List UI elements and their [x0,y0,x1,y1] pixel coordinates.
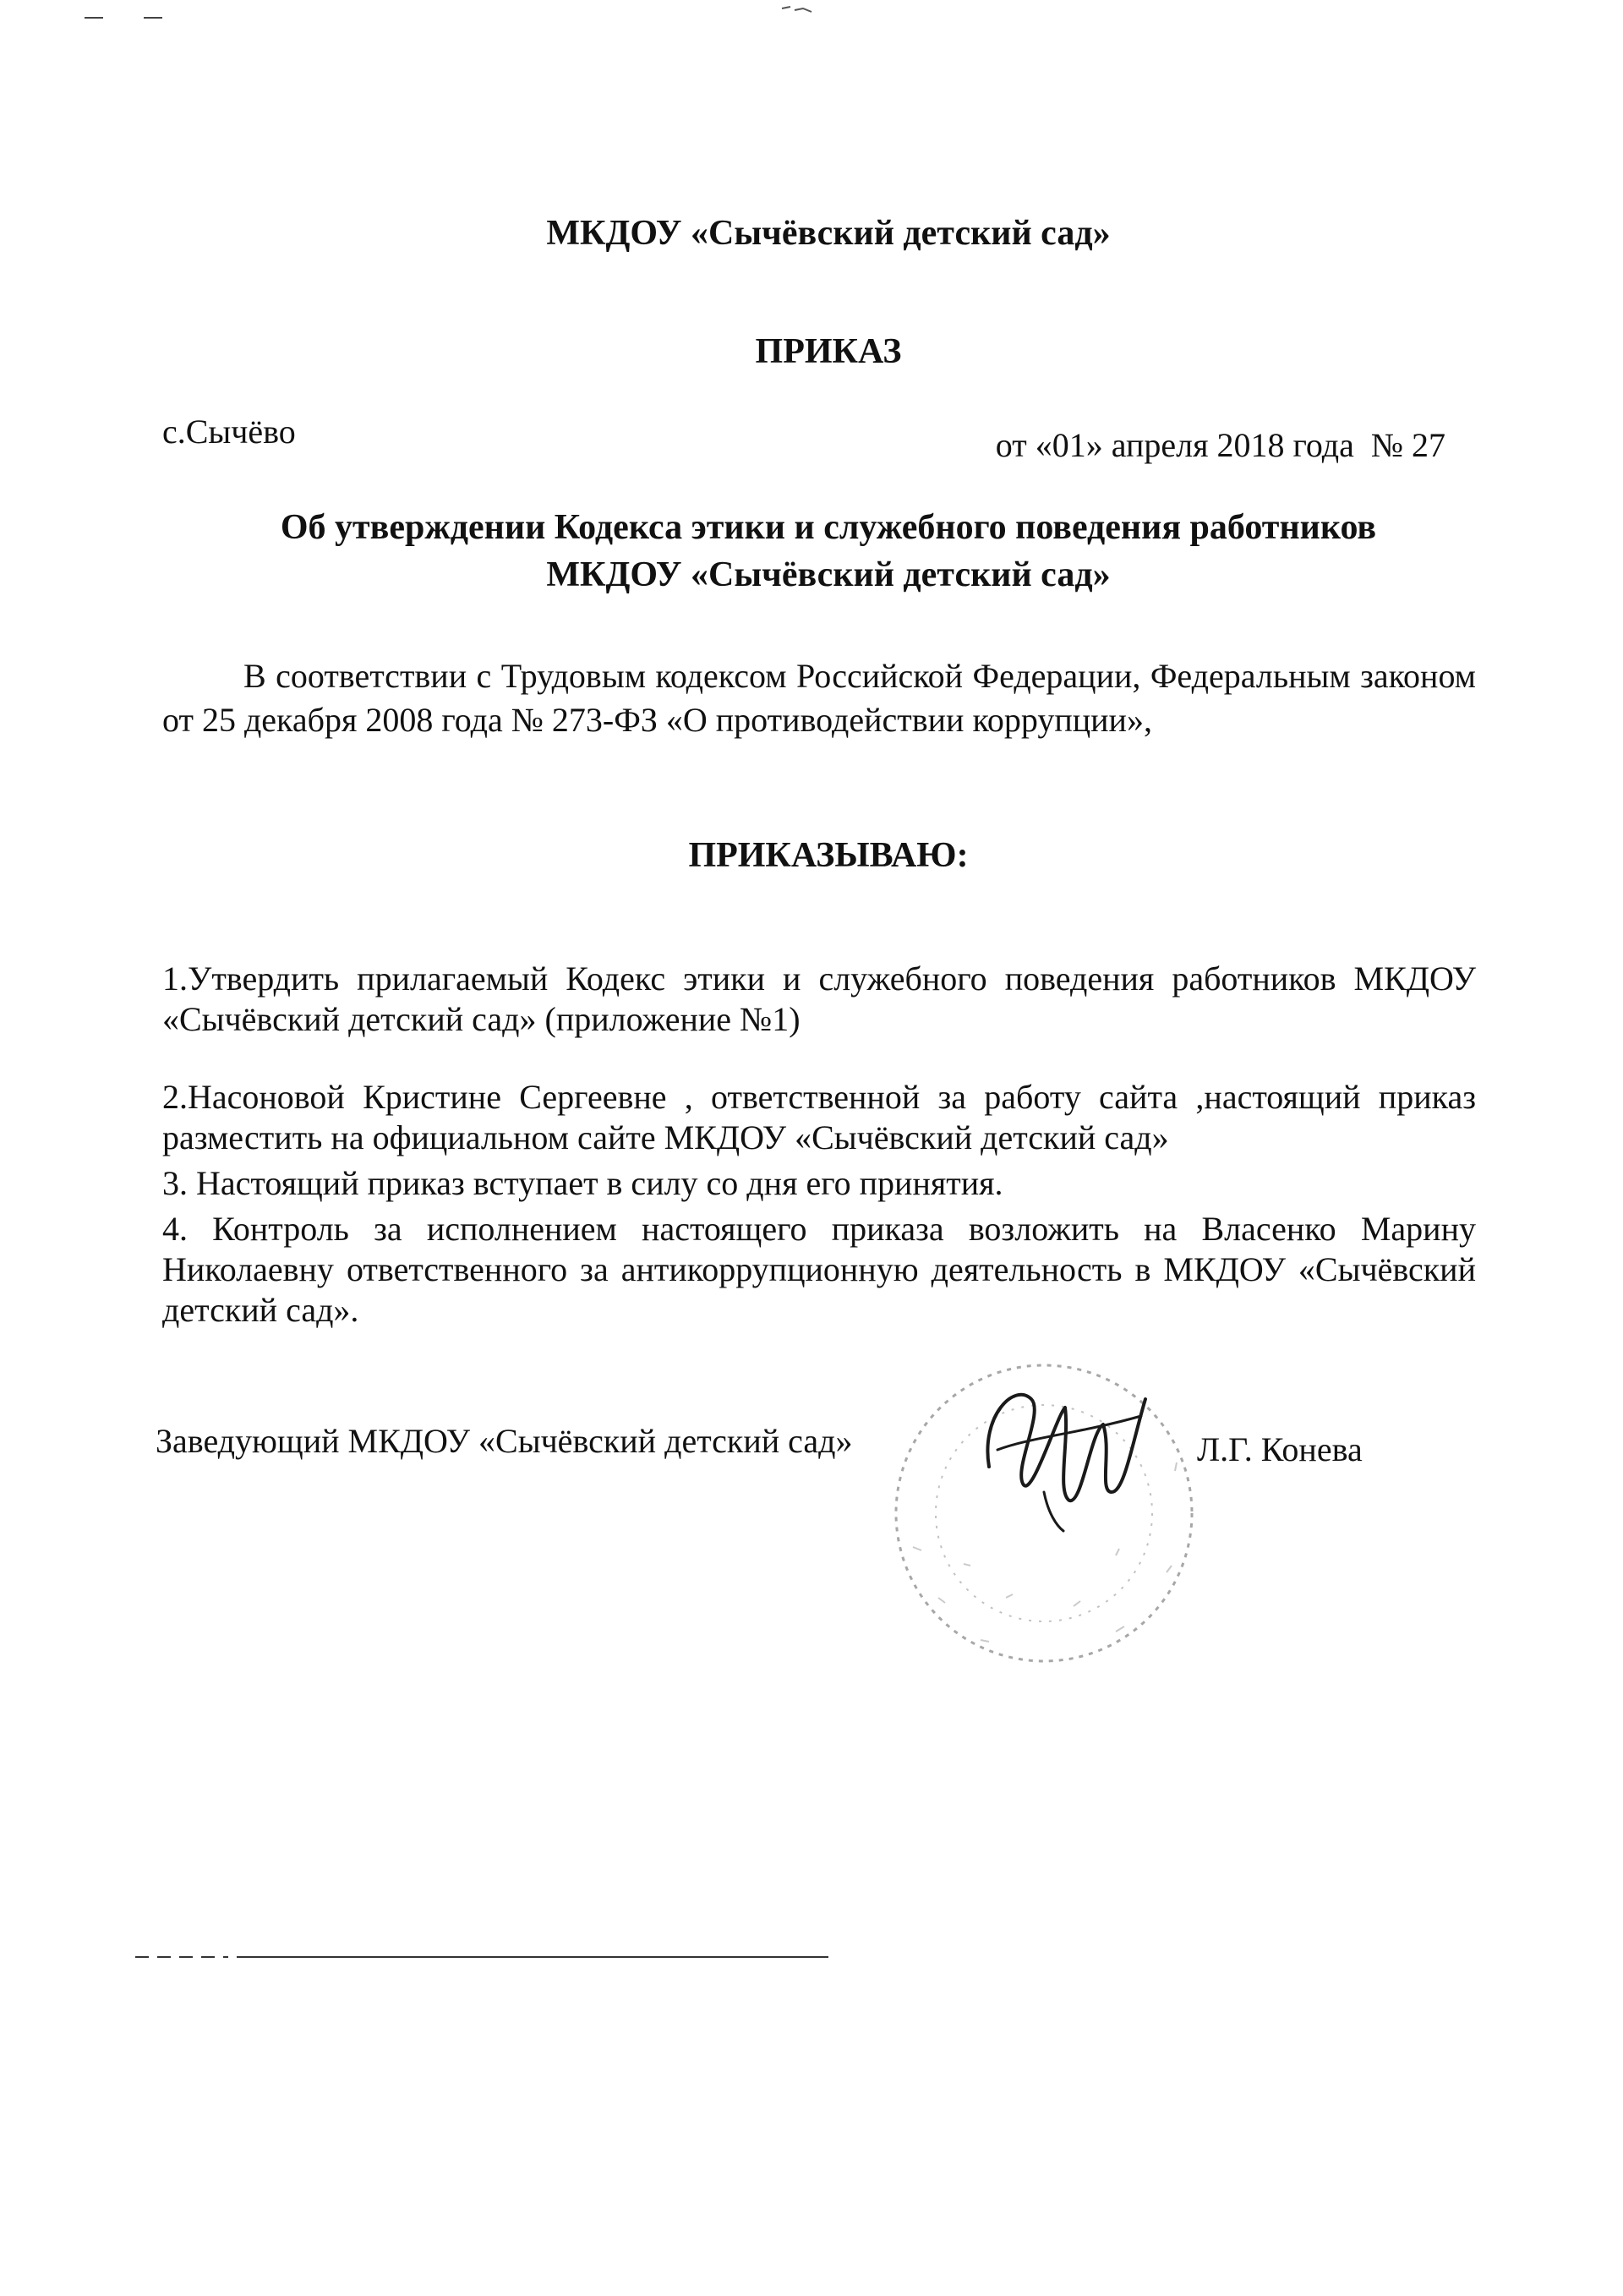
organization-title: МКДОУ «Сычёвский детский сад» [546,214,1111,253]
order-item-3: 3. Настоящий приказ вступает в силу со дня его принятия. [162,1164,1003,1202]
document-subject [0,504,1623,599]
subject-line-1: Об утверждении Кодекса этики и служебного поведения работников [280,508,1377,547]
order-items [162,959,1476,1336]
order-heading: ПРИКАЗЫВАЮ: [688,836,969,875]
footer-divider [135,1953,828,1961]
signatory-name: Л.Г. Конева [1197,1430,1363,1468]
order-item-1: 1.Утвердить прилагаемый Кодекс этики и служебного поведения работников МКДОУ «Сычёвский детский сад» (приложение №1) [162,959,1476,1038]
scan-mark-top-center [778,2,828,15]
signatory-position: Заведующий МКДОУ «Сычёвский детский сад» [156,1422,853,1460]
document-date-number: от «01» апреля 2018 года № 27 [995,426,1445,464]
subject-line-2: МКДОУ «Сычёвский детский сад» [546,555,1111,594]
preamble-paragraph: В соответствии с Трудовым кодексом Российской Федерации, Федеральным законом от 25 декабря 2008 года № 273-ФЗ «О противодействии коррупции», [162,657,1476,739]
document-type: ПРИКАЗ [755,332,902,371]
order-item-2: 2.Насоновой Кристине Сергеевне , ответственной за работу сайта ,настоящий приказ разместить на официальном сайте МКДОУ «Сычёвский детский сад» [162,1078,1476,1156]
document-place: с.Сычёво [162,413,296,451]
order-item-4: 4. Контроль за исполнением настоящего приказа возложить на Власенко Марину Николаевну ответственного за антикоррупционную деятельность в МКДОУ «Сычёвский детский сад». [162,1210,1476,1329]
scan-mark-top-left [85,12,186,24]
handwritten-signature-icon [964,1365,1158,1534]
